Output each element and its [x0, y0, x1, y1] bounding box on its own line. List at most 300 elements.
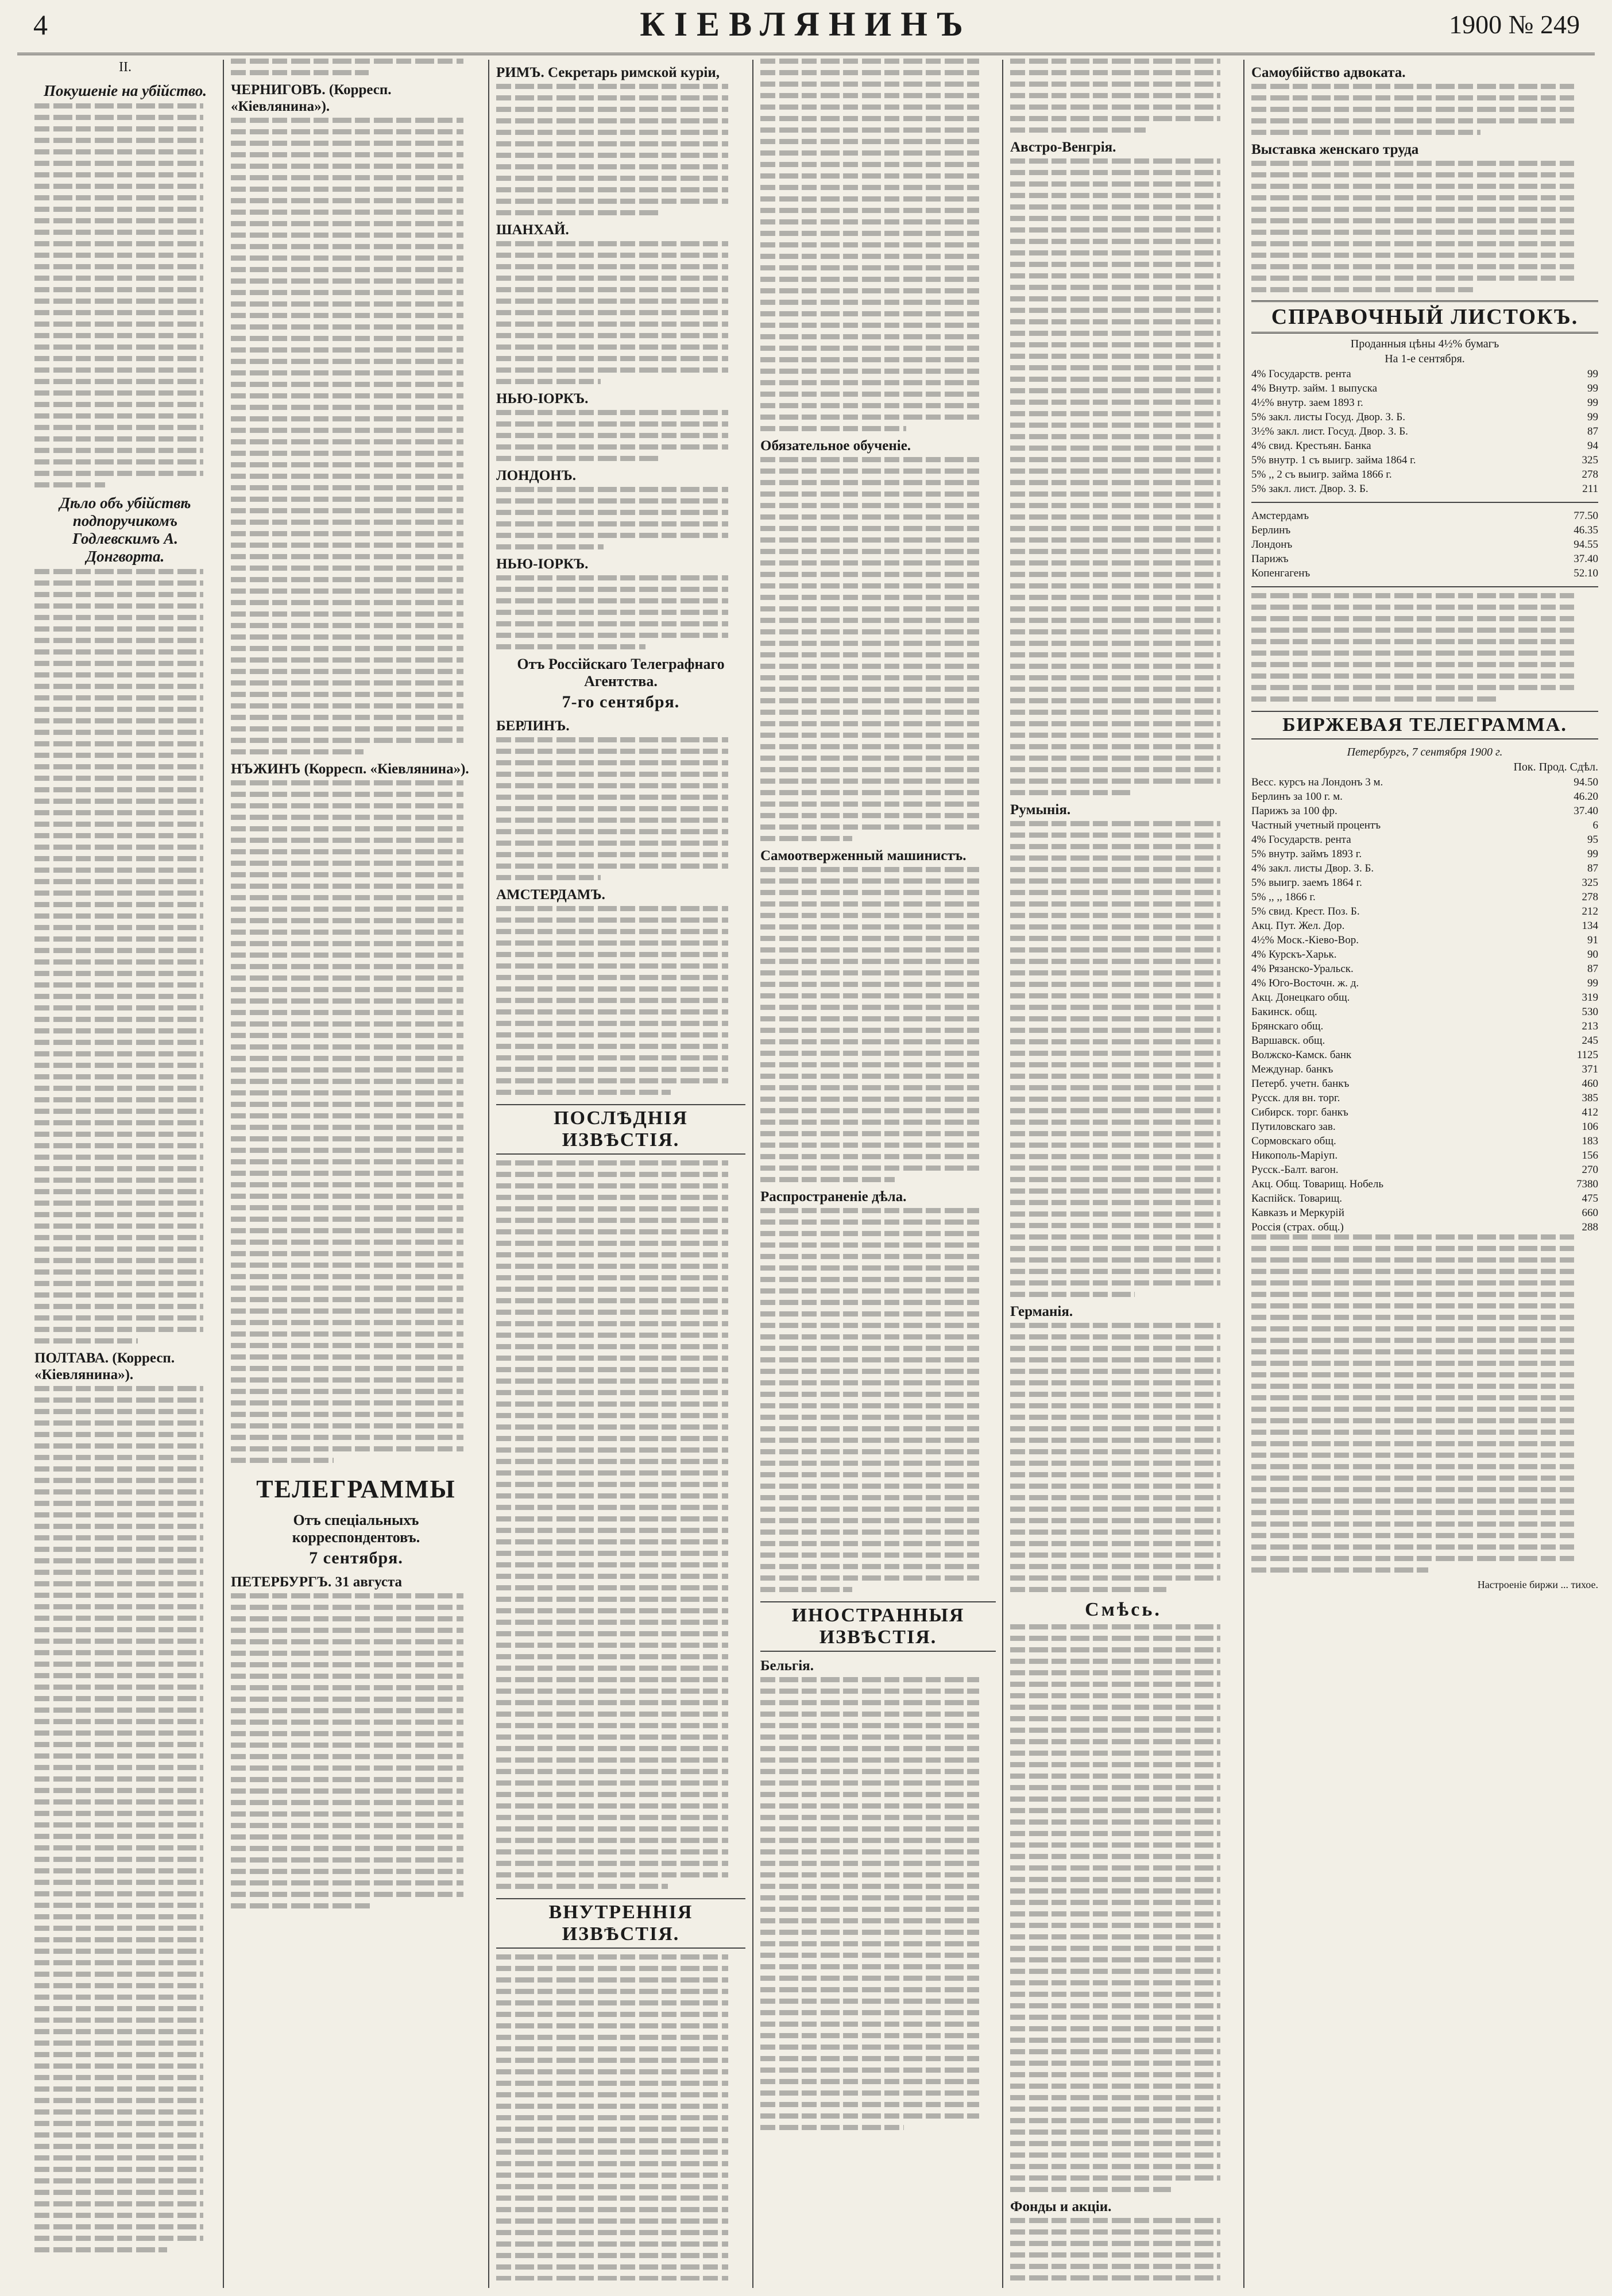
text-line	[231, 59, 463, 64]
text-line	[34, 569, 203, 574]
section-subheading: Отъ спеціальныхъ корреспондентовъ.	[292, 1512, 420, 1546]
text-line	[1251, 264, 1574, 269]
text-line	[1010, 583, 1220, 588]
text-line	[34, 1811, 203, 1816]
text-line	[34, 2201, 203, 2206]
text-line	[496, 1562, 728, 1567]
text-line	[1010, 377, 1220, 382]
security-name: Акц. Общ. Товарищ. Нобель	[1251, 1178, 1383, 1190]
bourse-table	[1251, 775, 1598, 1234]
text-line	[1010, 1472, 1220, 1477]
text-line	[496, 2161, 728, 2166]
text-line	[1010, 537, 1220, 543]
article-text	[1251, 161, 1598, 292]
text-line	[496, 795, 728, 800]
text-line	[231, 1685, 463, 1690]
text-line	[34, 638, 203, 643]
text-line	[760, 698, 979, 703]
text-line	[496, 1252, 728, 1257]
text-line	[496, 1482, 728, 1487]
text-line	[34, 1235, 203, 1240]
text-line	[1251, 593, 1574, 598]
text-line	[760, 82, 979, 87]
security-price: 99	[1587, 382, 1598, 394]
report-dateline: БЕРЛИНЪ.	[496, 718, 570, 734]
table-row	[1251, 904, 1598, 919]
table-row	[1251, 1134, 1598, 1148]
table-row	[1251, 1062, 1598, 1077]
text-line	[1251, 1499, 1574, 1504]
text-line	[1010, 2187, 1171, 2192]
text-line	[1010, 1177, 1220, 1182]
security-price: 325	[1582, 877, 1598, 889]
text-line	[760, 1219, 979, 1225]
text-line	[760, 767, 979, 772]
text-line	[231, 680, 463, 686]
security-name: 4% свид. Крестьян. Банка	[1251, 440, 1371, 452]
text-line	[1010, 890, 1220, 895]
text-line	[760, 116, 979, 121]
text-line	[1010, 1016, 1220, 1021]
text-line	[1251, 172, 1574, 177]
report-dateline: ПОЛТАВА. (Корресп. «Кіевлянина»).	[34, 1350, 175, 1383]
text-line	[34, 1742, 203, 1747]
text-line	[760, 779, 979, 784]
text-line	[34, 1983, 203, 1988]
text-line	[760, 721, 979, 726]
text-line	[496, 1861, 728, 1866]
text-line	[1010, 779, 1220, 784]
text-line	[496, 829, 728, 834]
text-line	[34, 1281, 203, 1286]
text-line	[1010, 285, 1220, 290]
security-name: 5% ,, 2 съ выигр. займа 1866 г.	[1251, 469, 1392, 481]
text-line	[496, 1620, 728, 1625]
text-line	[1010, 664, 1220, 669]
text-line	[34, 367, 203, 373]
text-line	[34, 1753, 203, 1759]
table-row	[1251, 467, 1598, 482]
security-name: Русск.-Балт. вагон.	[1251, 1164, 1339, 1176]
text-line	[496, 264, 728, 269]
text-line	[1251, 130, 1480, 135]
text-line	[1010, 193, 1220, 198]
security-price: 46.35	[1574, 524, 1598, 536]
text-line	[496, 1574, 728, 1579]
table-row	[1251, 1163, 1598, 1177]
text-line	[496, 276, 728, 281]
security-price: 90	[1587, 948, 1598, 961]
text-line	[231, 1903, 374, 1908]
text-line	[1251, 1407, 1574, 1412]
text-line	[1010, 878, 1220, 884]
text-line	[1010, 1403, 1220, 1408]
text-line	[1010, 1541, 1220, 1546]
security-price: 319	[1582, 992, 1598, 1004]
security-price: 270	[1582, 1164, 1598, 1176]
text-line	[34, 310, 203, 315]
text-line	[34, 1662, 203, 1667]
text-line	[231, 1377, 463, 1383]
security-price: 95	[1587, 834, 1598, 846]
text-line	[1010, 675, 1220, 680]
text-line	[231, 1102, 463, 1107]
text-line	[34, 661, 203, 666]
text-line	[34, 1776, 203, 1782]
text-line	[34, 833, 203, 838]
text-line	[496, 1459, 728, 1464]
text-line	[34, 959, 203, 965]
table-row	[1251, 1091, 1598, 1105]
text-line	[231, 600, 463, 605]
text-line	[34, 695, 203, 700]
text-line	[231, 1331, 463, 1337]
security-price: 325	[1582, 454, 1598, 466]
text-line	[1251, 1292, 1574, 1297]
text-line	[1010, 1166, 1220, 1171]
text-line	[1010, 2218, 1220, 2223]
text-line	[760, 1484, 979, 1489]
text-line	[34, 592, 203, 597]
text-line	[34, 2006, 203, 2011]
text-line	[1010, 744, 1220, 749]
text-line	[496, 533, 728, 538]
text-line	[760, 1689, 979, 1694]
text-line	[1010, 491, 1220, 497]
text-line	[231, 1136, 463, 1141]
report-dateline: ШАНХАЙ.	[496, 222, 569, 238]
text-line	[496, 633, 728, 638]
text-line	[760, 277, 979, 282]
text-line	[496, 1195, 728, 1200]
text-line	[496, 1815, 728, 1820]
text-line	[1010, 342, 1220, 347]
text-line	[496, 2230, 728, 2235]
closing-note: Настроеніе биржи ... тихое.	[1477, 1579, 1598, 1590]
text-line	[1010, 1819, 1220, 1825]
text-line	[496, 241, 728, 246]
text-line	[496, 2241, 728, 2247]
text-line	[1010, 2118, 1220, 2123]
text-line	[1010, 1564, 1220, 1569]
text-line	[760, 824, 979, 830]
text-line	[231, 1446, 463, 1451]
text-line	[496, 1643, 728, 1648]
text-line	[34, 2247, 167, 2252]
text-line	[760, 710, 979, 715]
text-line	[1251, 628, 1574, 633]
text-line	[34, 649, 203, 655]
text-line	[496, 510, 728, 515]
text-line	[231, 1067, 463, 1073]
text-line	[760, 219, 979, 224]
text-line	[1010, 1292, 1135, 1297]
table-row	[1251, 1077, 1598, 1091]
text-line	[760, 1552, 979, 1558]
text-line	[760, 1369, 979, 1374]
text-line	[760, 1323, 979, 1328]
text-line	[231, 1240, 463, 1245]
text-line	[231, 1754, 463, 1759]
text-line	[1010, 641, 1220, 646]
text-line	[231, 474, 463, 479]
table-row	[1251, 439, 1598, 453]
text-line	[760, 1712, 979, 1717]
text-line	[1251, 673, 1574, 679]
text-line	[760, 537, 979, 543]
text-line	[760, 403, 979, 408]
text-line	[760, 2033, 979, 2038]
security-price: 94	[1587, 440, 1598, 452]
text-line	[760, 1815, 979, 1820]
text-line	[760, 254, 979, 259]
section-number: II.	[119, 60, 132, 75]
text-line	[760, 1208, 979, 1213]
text-line	[1010, 1415, 1220, 1420]
text-line	[1251, 1246, 1574, 1251]
text-line	[1010, 1154, 1220, 1159]
text-line	[760, 641, 979, 646]
security-name: 4% Внутр. займ. 1 выпуска	[1251, 382, 1378, 394]
text-line	[34, 1327, 203, 1332]
text-line	[1251, 1544, 1574, 1550]
table-row	[1251, 453, 1598, 467]
text-line	[231, 872, 463, 877]
text-line	[496, 456, 660, 461]
text-line	[34, 1304, 203, 1309]
text-line	[34, 971, 203, 976]
text-line	[496, 737, 728, 742]
text-line	[1251, 639, 1574, 644]
text-line	[1251, 1430, 1574, 1435]
security-name: Акц. Пут. Жел. Дор.	[1251, 920, 1345, 932]
text-line	[1010, 1188, 1220, 1194]
text-line	[34, 994, 203, 999]
text-line	[496, 199, 728, 204]
text-line	[231, 749, 364, 754]
text-line	[231, 405, 463, 410]
text-line	[496, 772, 728, 777]
text-line	[34, 1040, 203, 1045]
reference-sheet-date: На 1-е сентября.	[1385, 353, 1465, 365]
article-text	[231, 780, 481, 1463]
table-row	[1251, 876, 1598, 890]
text-line	[34, 1292, 203, 1298]
text-line	[1010, 970, 1220, 975]
text-line	[760, 1380, 979, 1385]
text-line	[1010, 1659, 1220, 1664]
text-line	[231, 210, 463, 215]
text-line	[1010, 1716, 1220, 1721]
securities-table	[1251, 367, 1598, 496]
text-line	[1010, 2107, 1220, 2112]
text-line	[1010, 1530, 1220, 1535]
text-line	[1010, 216, 1220, 221]
text-line	[231, 1651, 463, 1656]
text-line	[496, 2184, 728, 2189]
security-name: 5% закл. лист. Двор. З. Б.	[1251, 483, 1369, 495]
text-line	[760, 583, 979, 588]
text-line	[1010, 2164, 1220, 2169]
text-line	[34, 2063, 203, 2069]
report-dateline: Бельгія.	[760, 1658, 814, 1674]
security-name: Русск. для вн. торг.	[1251, 1092, 1340, 1104]
text-line	[1010, 331, 1220, 336]
security-price: 156	[1582, 1149, 1598, 1161]
text-line	[1010, 2229, 1220, 2235]
text-line	[1010, 560, 1220, 566]
text-line	[496, 95, 728, 100]
text-line	[231, 657, 463, 663]
text-line	[496, 2023, 728, 2028]
table-row	[1251, 1220, 1598, 1234]
text-line	[34, 1673, 203, 1678]
text-line	[496, 2092, 728, 2097]
reference-sheet-title: СПРАВОЧНЫЙ ЛИСТОКЪ.	[1251, 300, 1598, 334]
text-line	[760, 1097, 979, 1102]
text-line	[496, 587, 728, 592]
text-line	[496, 84, 728, 89]
text-line	[760, 369, 979, 374]
section-heading: Смѣсь.	[1085, 1599, 1162, 1620]
text-line	[1251, 616, 1574, 621]
text-line	[231, 577, 463, 582]
text-line	[34, 580, 203, 586]
text-line	[1010, 1062, 1220, 1067]
report-dateline: ЛОНДОНЪ.	[496, 468, 576, 483]
text-line	[231, 393, 463, 398]
table-row	[1251, 1148, 1598, 1163]
text-line	[1010, 1380, 1220, 1385]
table-row	[1251, 1005, 1598, 1019]
text-line	[1010, 1426, 1220, 1431]
text-line	[496, 1734, 728, 1740]
text-line	[231, 692, 463, 697]
text-line	[34, 707, 203, 712]
text-line	[760, 139, 979, 144]
article-text	[760, 867, 996, 1182]
text-line	[231, 953, 463, 958]
text-line	[231, 1010, 463, 1015]
text-line	[760, 549, 979, 554]
text-line	[760, 185, 979, 190]
text-line	[1010, 1085, 1220, 1090]
security-name: 5% внутр. займъ 1893 г.	[1251, 848, 1362, 860]
text-line	[34, 138, 203, 143]
text-line	[760, 1438, 979, 1443]
text-line	[1010, 1234, 1220, 1240]
text-line	[1010, 250, 1220, 255]
article-text	[1010, 158, 1236, 795]
text-line	[760, 1277, 979, 1282]
report-dateline: Германія.	[1010, 1304, 1073, 1319]
text-line	[34, 1005, 203, 1010]
text-line	[231, 1044, 463, 1050]
security-price: 99	[1587, 368, 1598, 380]
security-price: 385	[1582, 1092, 1598, 1104]
text-line	[496, 1344, 728, 1349]
text-line	[760, 104, 979, 110]
report-dateline: Австро-Венгрія.	[1010, 140, 1116, 155]
text-line	[760, 1849, 979, 1854]
column-1	[34, 59, 216, 2280]
text-line	[231, 1412, 463, 1417]
text-line	[760, 300, 979, 305]
text-line	[34, 1223, 203, 1229]
text-line	[496, 2035, 728, 2040]
security-price: 6	[1592, 819, 1598, 831]
text-line	[496, 1356, 728, 1361]
text-line	[760, 323, 979, 328]
reference-sheet-subtitle: Проданныя цѣны 4½% бумагъ	[1350, 338, 1499, 350]
article-text	[496, 1954, 745, 2280]
section-heading: ТЕЛЕГРАММЫ	[256, 1475, 456, 1503]
text-line	[231, 646, 463, 651]
text-line	[496, 333, 728, 338]
article-text	[231, 118, 481, 754]
security-price: 660	[1582, 1207, 1598, 1219]
text-line	[34, 1799, 203, 1805]
text-line	[496, 1298, 728, 1303]
text-line	[760, 1154, 979, 1159]
text-line	[231, 588, 463, 594]
text-line	[231, 1251, 463, 1256]
column-5	[1010, 59, 1236, 2280]
article-text	[760, 1677, 996, 2130]
text-line	[34, 856, 203, 861]
text-line	[1010, 959, 1220, 964]
text-line	[231, 324, 463, 330]
text-line	[760, 560, 979, 566]
report-dateline: АМСТЕРДАМЪ.	[496, 887, 605, 903]
text-line	[496, 621, 728, 626]
article-text	[496, 906, 745, 1095]
text-line	[231, 941, 463, 946]
text-line	[1010, 1108, 1220, 1113]
text-line	[760, 2113, 979, 2119]
text-line	[760, 311, 979, 316]
article-text	[1010, 1323, 1236, 1592]
text-line	[760, 913, 979, 918]
text-line	[231, 1674, 463, 1679]
text-line	[760, 1941, 979, 1946]
text-line	[1010, 1461, 1220, 1466]
text-line	[34, 207, 203, 212]
text-line	[34, 1822, 203, 1827]
text-line	[231, 255, 463, 261]
text-line	[231, 669, 463, 674]
text-line	[34, 413, 203, 419]
text-line	[34, 1960, 203, 1965]
text-line	[34, 482, 105, 487]
text-line	[1010, 698, 1220, 703]
text-line	[34, 1616, 203, 1621]
text-line	[760, 1005, 979, 1010]
table-row	[1251, 833, 1598, 847]
text-line	[760, 93, 979, 98]
security-name: Россія (страх. общ.)	[1251, 1221, 1344, 1233]
text-line	[1010, 59, 1220, 64]
text-line	[1010, 2241, 1220, 2246]
security-price: 371	[1582, 1063, 1598, 1075]
table-row	[1251, 482, 1598, 496]
text-line	[231, 1811, 463, 1817]
security-name: Акц. Донецкаго общ.	[1251, 992, 1350, 1004]
text-line	[496, 1413, 728, 1418]
section-heading: ИНОСТРАННЫЯ ИЗВѢСТІЯ.	[760, 1601, 996, 1652]
text-line	[760, 1987, 979, 1992]
text-line	[1010, 1969, 1220, 1974]
